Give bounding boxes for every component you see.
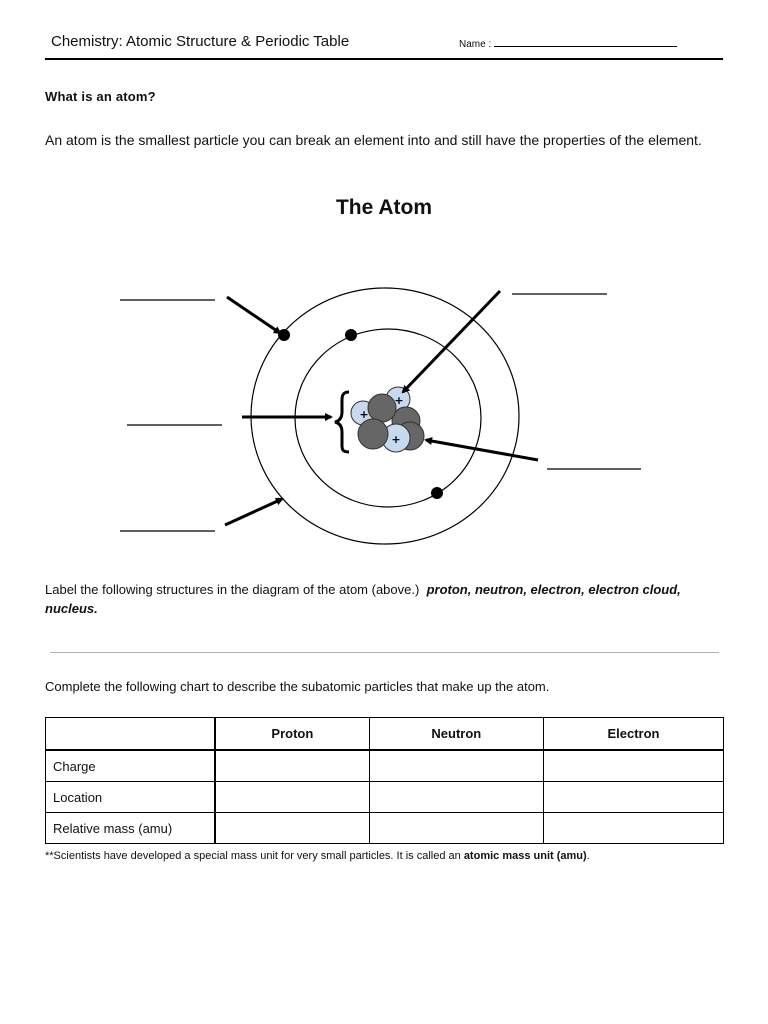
atom-diagram xyxy=(0,230,768,560)
footnote-text: **Scientists have developed a special mass unit for very small particles. It is called an xyxy=(45,850,461,862)
footnote xyxy=(45,850,590,862)
table-header-electron: Electron xyxy=(543,718,723,751)
proton-plus-sign: + xyxy=(394,394,404,407)
table-header-neutron: Neutron xyxy=(369,718,543,751)
name-label: Name : xyxy=(459,39,492,50)
arrow-to-neutron xyxy=(426,440,538,460)
atom-definition: An atom is the smallest particle you can break an element into and still have the properties of the element. xyxy=(45,132,702,148)
answer-cell[interactable] xyxy=(543,782,723,813)
neutron xyxy=(368,394,396,422)
section-divider xyxy=(50,652,719,653)
answer-cell[interactable] xyxy=(369,782,543,813)
electron xyxy=(431,487,443,499)
proton-plus-sign: + xyxy=(391,433,401,446)
footnote-term: atomic mass unit (amu) xyxy=(463,850,587,862)
diagram-title: The Atom xyxy=(335,196,433,219)
neutron xyxy=(358,419,388,449)
table-row xyxy=(46,782,724,813)
arrow-to-electron-cloud xyxy=(225,499,282,525)
worksheet-title: Chemistry: Atomic Structure & Periodic Table xyxy=(51,33,350,50)
answer-cell[interactable] xyxy=(369,750,543,782)
electron xyxy=(345,329,357,341)
arrow-to-electron xyxy=(227,297,280,333)
answer-cell[interactable] xyxy=(369,813,543,844)
answer-cell[interactable] xyxy=(215,750,369,782)
labeling-instructions xyxy=(45,580,735,618)
footnote-end: . xyxy=(586,850,590,862)
header-rule xyxy=(45,58,723,60)
proton-plus-sign: + xyxy=(359,408,369,421)
instructions-terms: proton, neutron, electron, electron cloud, nucleus. xyxy=(45,582,681,616)
table-header-row xyxy=(46,718,724,751)
name-blank-line[interactable] xyxy=(494,38,677,47)
chart-instructions: Complete the following chart to describe the subatomic particles that make up the atom. xyxy=(45,679,550,694)
row-label-relative-mass: Relative mass (amu) xyxy=(46,813,216,844)
instructions-lead: Label the following structures in the diagram of the atom (above.) xyxy=(45,582,420,597)
answer-cell[interactable] xyxy=(543,813,723,844)
electron xyxy=(278,329,290,341)
table-header-blank xyxy=(46,718,216,751)
subatomic-particle-table xyxy=(45,717,724,844)
table-row xyxy=(46,813,724,844)
table-row xyxy=(46,750,724,782)
name-field[interactable] xyxy=(459,38,677,50)
nucleus-brace xyxy=(335,392,349,452)
question-heading: What is an atom? xyxy=(45,89,156,104)
answer-cell[interactable] xyxy=(543,750,723,782)
arrow-to-proton xyxy=(403,291,500,392)
answer-cell[interactable] xyxy=(215,782,369,813)
table-header-proton: Proton xyxy=(215,718,369,751)
row-label-location: Location xyxy=(46,782,216,813)
answer-cell[interactable] xyxy=(215,813,369,844)
row-label-charge: Charge xyxy=(46,750,216,782)
